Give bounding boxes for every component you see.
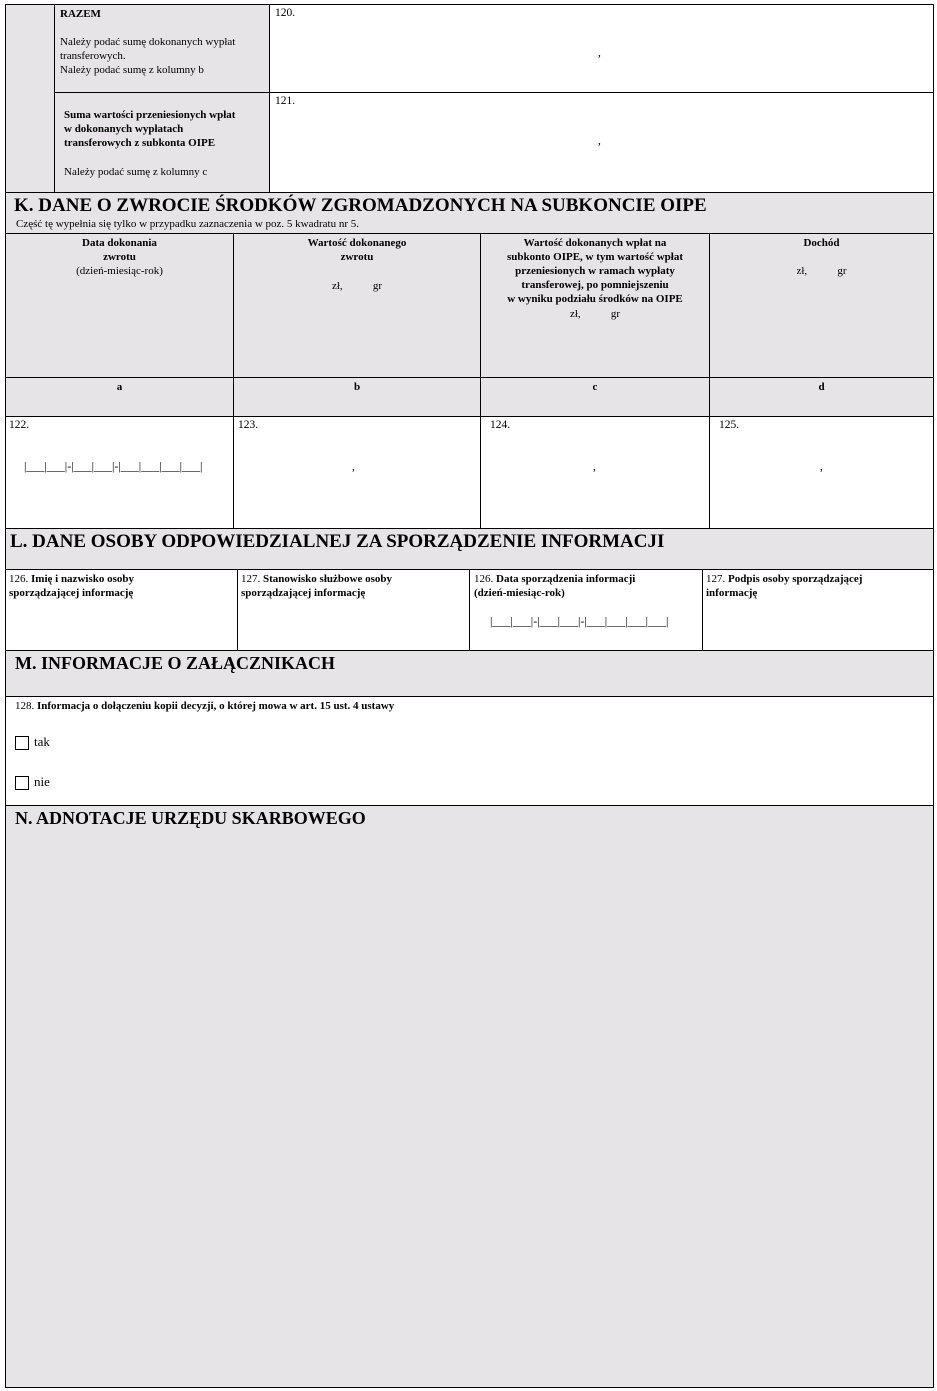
field-125-number: 125. (719, 419, 740, 431)
field-123-comma: , (352, 461, 355, 473)
field-122-number: 122. (9, 419, 30, 431)
col-c-letter-cell (480, 377, 710, 417)
field-125[interactable] (709, 416, 934, 529)
razem-label-cell (54, 4, 270, 93)
col-c-line2: subkonto OIPE, w tym wartość wpłat (506, 251, 683, 263)
field-120-number: 120. (275, 7, 296, 19)
col-c-line4: transferowej, po pomniejszeniu (521, 279, 669, 291)
field-126-name-number: 126. (9, 573, 29, 585)
col-d-letter-cell (709, 377, 934, 417)
field-128-number: 128. (15, 700, 35, 712)
suma-line2: w dokonanych wypłatach (64, 123, 184, 135)
field-127-signature-number: 127. (706, 573, 726, 585)
field-122-date-mask: |___|___|-|___|___|-|___|___|___|___| (24, 459, 203, 473)
col-d-header (709, 233, 934, 378)
col-a-line1: Data dokonania (82, 237, 157, 249)
col-a-header (5, 233, 234, 378)
field-127-position-number: 127. (241, 573, 261, 585)
field-128 (5, 696, 934, 806)
field-128-label-row (15, 699, 394, 713)
field-127-signature[interactable] (702, 569, 934, 651)
section-k-header (5, 192, 934, 234)
field-124-number: 124. (490, 419, 511, 431)
field-126-date-label (474, 572, 635, 586)
option-nie[interactable] (15, 774, 50, 790)
section-n (5, 805, 934, 1388)
field-125-comma: , (820, 461, 823, 473)
field-121[interactable] (269, 92, 934, 193)
field-126-date-label2: (dzień-miesiąc-rok) (474, 587, 565, 599)
field-127-position-label (241, 572, 392, 586)
field-126-name-label1: Imię i nazwisko osoby (31, 573, 134, 585)
field-126-name[interactable] (5, 569, 238, 651)
col-c-line5: w wyniku podziału środków na OIPE (507, 293, 683, 305)
checkbox-tak-icon[interactable] (15, 736, 29, 750)
left-gutter (5, 4, 55, 192)
field-124[interactable] (480, 416, 710, 529)
field-123[interactable] (233, 416, 481, 529)
suma-line1: Suma wartości przeniesionych wpłat (64, 109, 236, 121)
field-126-date-number: 126. (474, 573, 494, 585)
field-124-comma: , (593, 461, 596, 473)
section-l-title: L. DANE OSOBY ODPOWIEDZIALNEJ ZA SPORZĄDZENIE INFORMACJI (10, 531, 665, 552)
razem-line1: Należy podać sumę dokonanych wypłat (60, 36, 236, 48)
field-126-date-label1: Data sporządzenia informacji (496, 573, 636, 585)
field-127-position-label2: sporządzającej informację (241, 587, 366, 599)
col-d-letter: d (818, 381, 825, 393)
section-m-header (5, 650, 934, 697)
col-a-letter-cell (5, 377, 234, 417)
section-n-title: N. ADNOTACJE URZĘDU SKARBOWEGO (15, 808, 366, 828)
razem-line3: Należy podać sumę z kolumny b (60, 64, 204, 76)
suma-note: Należy podać sumę z kolumny c (64, 166, 208, 178)
suma-label-cell (54, 92, 270, 193)
field-120-comma: , (598, 47, 601, 59)
field-127-signature-label (706, 572, 862, 586)
col-c-line3: przeniesionych w ramach wypłaty (515, 265, 675, 277)
field-126-name-label2: sporządzającej informację (9, 587, 134, 599)
checkbox-nie-icon[interactable] (15, 776, 29, 790)
field-127-signature-label2: informację (706, 587, 758, 599)
col-d-unit: zł, gr (796, 265, 847, 277)
col-c-line1: Wartość dokonanych wpłat na (523, 237, 667, 249)
field-126-name-label (9, 572, 134, 586)
col-a-line3: (dzień-miesiąc-rok) (76, 265, 163, 277)
field-127-position-label1: Stanowisko służbowe osoby (263, 573, 392, 585)
section-k-subtitle: Część tę wypełnia się tylko w przypadku zaznaczenia w poz. 5 kwadratu nr 5. (16, 218, 360, 230)
field-127-position[interactable] (237, 569, 470, 651)
col-b-letter-cell (233, 377, 481, 417)
field-121-comma: , (598, 135, 601, 147)
col-b-unit: zł, gr (331, 280, 383, 292)
col-b-line2: zwrotu (340, 251, 374, 263)
section-k-title: K. DANE O ZWROCIE ŚRODKÓW ZGROMADZONYCH NA SUBKONCIE OIPE (14, 195, 707, 216)
field-127-signature-label1: Podpis osoby sporządzającej (728, 573, 863, 585)
option-tak[interactable] (15, 734, 50, 750)
col-d-line1: Dochód (803, 237, 840, 249)
col-a-line2: zwrotu (103, 251, 136, 263)
section-m-title: M. INFORMACJE O ZAŁĄCZNIKACH (15, 653, 336, 673)
field-126-date[interactable] (469, 569, 703, 651)
col-c-unit: zł, gr (569, 308, 621, 320)
option-tak-label: tak (34, 734, 50, 749)
col-c-header (480, 233, 710, 378)
razem-title: RAZEM (60, 8, 101, 20)
col-b-header (233, 233, 481, 378)
field-126-date-mask: |___|___|-|___|___|-|___|___|___|___| (490, 614, 669, 628)
col-c-letter: c (592, 381, 598, 393)
field-120[interactable] (269, 4, 934, 93)
section-l-header (5, 528, 934, 570)
suma-line3: transferowych z subkonta OIPE (64, 137, 216, 149)
field-128-label: Informacja o dołączeniu kopii decyzji, o której mowa w art. 15 ust. 4 ustawy (37, 700, 395, 712)
field-122[interactable] (5, 416, 234, 529)
field-121-number: 121. (275, 95, 296, 107)
col-b-line1: Wartość dokonanego (307, 237, 407, 249)
col-a-letter: a (116, 381, 123, 393)
option-nie-label: nie (34, 774, 50, 789)
col-b-letter: b (353, 381, 361, 393)
razem-line2: transferowych. (60, 50, 126, 62)
field-123-number: 123. (238, 419, 259, 431)
